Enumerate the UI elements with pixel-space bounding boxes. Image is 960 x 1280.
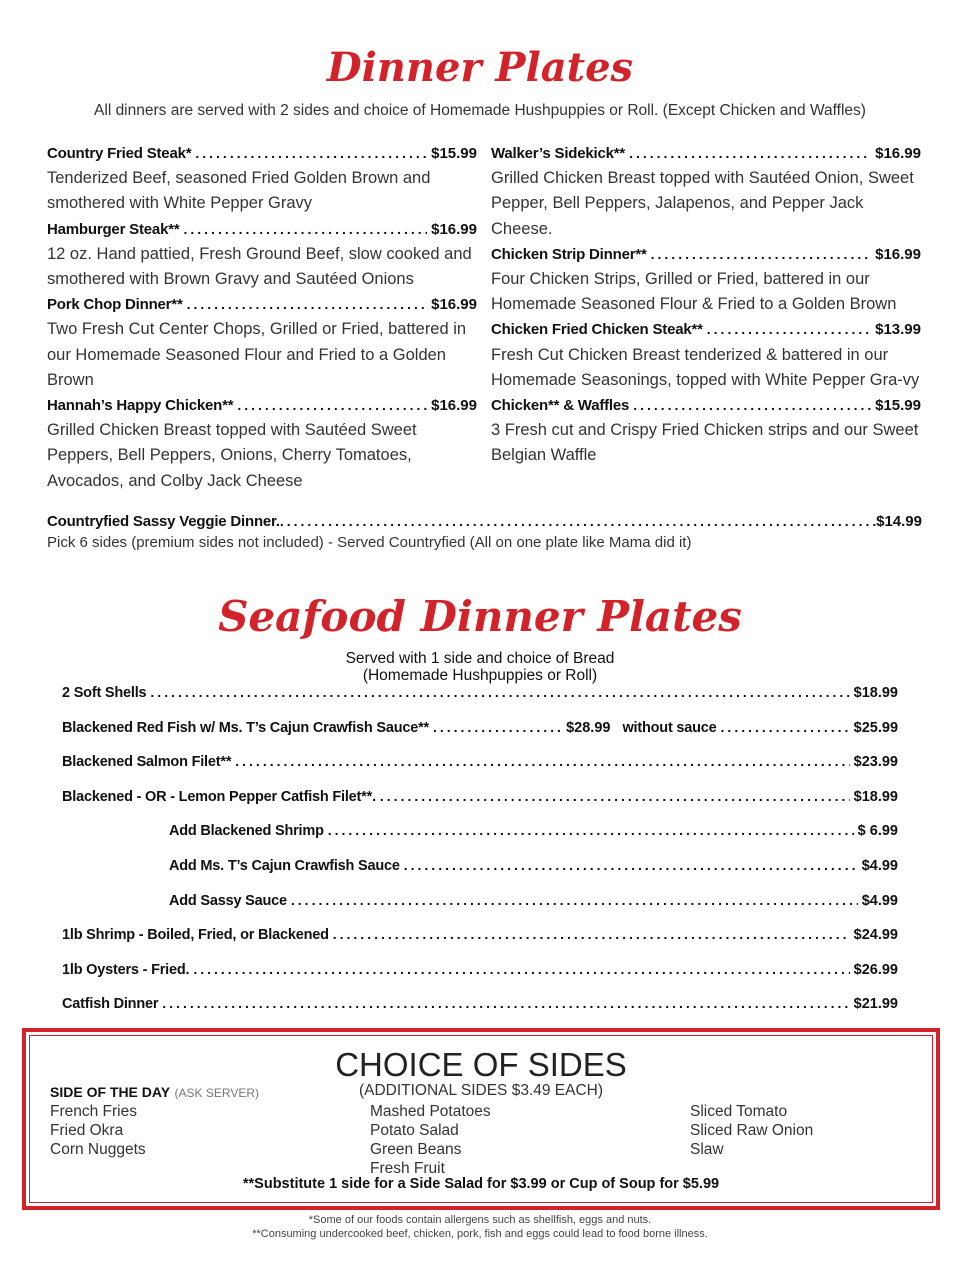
dot-leader [150,684,849,700]
seafood-list [62,684,898,1030]
item-name: Walker’s Sidekick** [491,145,626,162]
veggie-dinner [47,513,922,551]
side-item: Sliced Tomato [690,1103,788,1120]
item-header [491,393,921,418]
sides-title: CHOICE OF SIDES [335,1046,627,1083]
item-price: $13.99 [875,321,921,339]
seafood-item [62,822,898,857]
dot-leader [721,719,850,735]
dinner-plates-title: Dinner Plates [326,44,634,91]
side-item: Sliced Raw Onion [690,1122,814,1139]
item-name: Chicken** & Waffles [491,397,630,415]
item-description: Four Chicken Strips, Grilled or Fried, battered in our Homemade Seasoned Flour & Fried to a Golden Brown [491,270,897,314]
dot-leader [707,317,871,342]
item-header [47,217,477,242]
item-name: 1lb Oysters - Fried. [62,961,190,978]
menu-item [491,141,921,242]
item-price: $24.99 [853,927,898,944]
menu-item [491,393,921,469]
item-name: Blackened Salmon Filet** [62,754,232,771]
allergen-note: *Some of our foods contain allergens such as shellfish, eggs and nuts. [308,1214,652,1226]
item-price: $21.99 [853,996,898,1013]
dot-leader [333,926,850,942]
dot-leader [237,393,427,418]
dot-leader [235,753,849,769]
item-price: $16.99 [875,145,921,162]
dot-leader [187,292,428,317]
item-price: $14.99 [876,513,922,530]
sides-subtitle: (ADDITIONAL SIDES $3.49 EACH) [358,1082,604,1099]
menu-item [491,317,921,393]
item-name: Add Blackened Shrimp [169,823,324,840]
item-description: Grilled Chicken Breast topped with Sautéed Onion, Sweet Pepper, Bell Peppers, Jalapenos, and Pepper Jack Cheese. [491,169,914,238]
side-of-day-label: SIDE OF THE DAY [50,1084,171,1100]
item-description: 12 oz. Hand pattied, Fresh Ground Beef, slow cooked and smothered with Brown Gravy and Sautéed Onions [47,244,472,289]
side-item: French Fries [50,1103,137,1120]
dot-leader [280,513,876,529]
dot-leader [433,719,562,735]
dot-leader [291,892,858,908]
side-item: Green Beans [370,1141,462,1158]
item-name: Pork Chop Dinner** [47,296,183,314]
item-name: Catfish Dinner [62,996,159,1013]
alt-item-name: without sauce [622,719,717,736]
item-price: $18.99 [853,788,898,805]
item-header [491,317,921,342]
seafood-item [62,788,898,823]
dot-leader [195,141,427,166]
choice-of-sides-box [22,1028,940,1210]
item-price: $16.99 [431,296,477,314]
item-price: $4.99 [861,857,898,874]
item-name: Add Sassy Sauce [169,892,287,909]
item-header [491,141,921,166]
item-price: $23.99 [853,754,898,771]
seafood-subtitle-1: Served with 1 side and choice of Bread [345,650,615,667]
item-description: Two Fresh Cut Center Chops, Grilled or Fried, battered in our Homemade Seasoned Flour and Fried to a Golden Brown [47,320,467,389]
item-price: $ 6.99 [857,823,898,840]
item-name: Chicken Fried Chicken Steak** [491,321,703,339]
item-name: Add Ms. T’s Cajun Crawfish Sauce [169,857,400,874]
item-header [491,242,921,267]
sides-column-1 [50,1102,146,1159]
side-item: Fresh Fruit [370,1160,445,1177]
side-item: Potato Salad [370,1122,459,1139]
dot-leader [380,788,850,804]
seafood-subtitle-2: (Homemade Hushpuppies or Roll) [362,667,598,684]
item-description: Fresh Cut Chicken Breast tenderized & battered in our Homemade Seasonings, topped with White Pepper Gra-vy [491,345,920,389]
item-name: Hannah’s Happy Chicken** [47,397,234,415]
seafood-item [62,684,898,719]
item-price: $16.99 [875,245,921,263]
side-item: Corn Nuggets [50,1141,146,1158]
substitute-note: **Substitute 1 side for a Side Salad for $3.99 or Cup of Soup for $5.99 [242,1176,720,1192]
seafood-item [62,719,898,754]
item-name: Countryfied Sassy Veggie Dinner. [47,513,280,530]
seafood-item [62,892,898,927]
seafood-item [62,857,898,892]
undercooked-warning: **Consuming undercooked beef, chicken, pork, fish and eggs could lead to food borne illness. [252,1228,708,1240]
ask-server-note: (ASK SERVER) [174,1086,259,1100]
menu-item [47,217,477,293]
item-name: Country Fried Steak* [47,145,192,162]
sides-column-3 [690,1102,813,1159]
item-name: 1lb Shrimp - Boiled, Fried, or Blackened [62,927,329,944]
item-name: Blackened Red Fish w/ Ms. T’s Cajun Crawfish Sauce** [62,719,429,736]
dot-leader [193,961,849,977]
dinner-subtitle: All dinners are served with 2 sides and choice of Homemade Hushpuppies or Roll. (Except Chicken and Waffles) [94,102,866,119]
item-description: Grilled Chicken Breast topped with Sautéed Sweet Peppers, Bell Peppers, Onions, Cherry Tomatoes, Avocados, and Colby Jack Cheese [47,421,417,490]
item-name: Hamburger Steak** [47,220,180,238]
dot-leader [404,857,858,873]
item-price: $28.99 [566,719,611,736]
side-item: Mashed Potatoes [370,1103,491,1120]
alt-item-price: $25.99 [853,719,899,736]
item-description: 3 Fresh cut and Crispy Fried Chicken strips and our Sweet Belgian Waffle [491,421,919,465]
dot-leader [162,995,849,1011]
dot-leader [328,822,854,838]
item-price: $26.99 [853,961,898,978]
menu-item [47,393,477,494]
dot-leader [633,393,871,418]
item-price: $18.99 [853,685,898,701]
menu-item [491,242,921,318]
item-price: $15.99 [875,397,921,415]
item-price: $15.99 [431,145,477,162]
item-name: Blackened - OR - Lemon Pepper Catfish Filet**. [62,788,376,805]
dot-leader [651,242,871,267]
item-name: 2 Soft Shells [62,685,147,701]
item-description: Pick 6 sides (premium sides not included) - Served Countryfied (All on one plate like Mama did it) [47,534,692,551]
item-price: $16.99 [431,220,477,238]
item-header [47,141,477,166]
side-item: Fried Okra [50,1122,124,1139]
seafood-item [62,926,898,961]
menu-item [47,292,477,393]
item-header [47,292,477,317]
seafood-item [62,961,898,996]
item-description: Tenderized Beef, seasoned Fried Golden Brown and smothered with White Pepper Gravy [47,169,431,213]
seafood-title: Seafood Dinner Plates [218,592,742,641]
item-name: Chicken Strip Dinner** [491,245,647,263]
sides-column-2 [370,1102,491,1178]
seafood-item [62,995,898,1030]
seafood-item [62,753,898,788]
dot-leader [184,217,428,242]
menu-item [47,141,477,217]
side-item: Slaw [690,1141,724,1158]
dinner-left-column [47,141,477,494]
item-price: $4.99 [861,892,898,909]
dot-leader [629,141,871,166]
dinner-right-column [491,141,921,469]
item-header [47,393,477,418]
item-price: $16.99 [431,397,477,415]
